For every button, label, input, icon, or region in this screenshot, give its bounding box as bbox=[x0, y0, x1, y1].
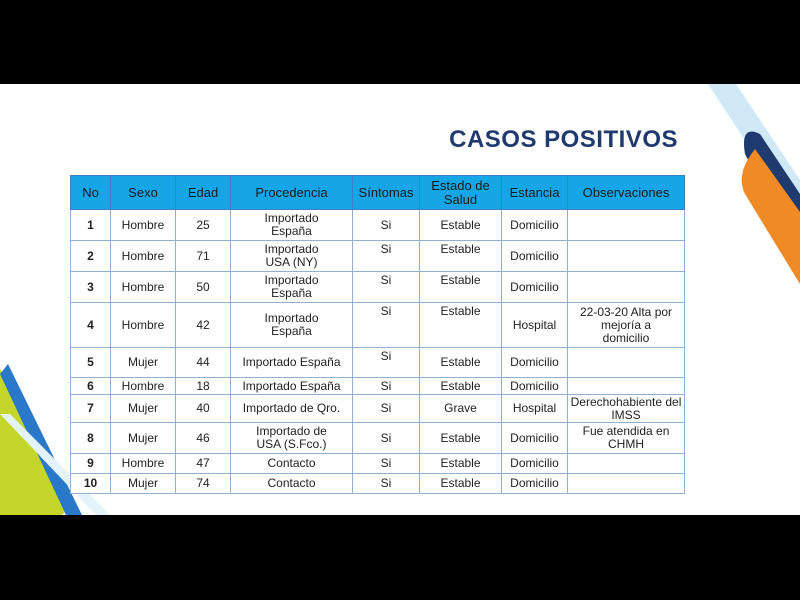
cell-sexo: Mujer bbox=[111, 423, 176, 454]
cell-no: 9 bbox=[71, 454, 111, 474]
header-procedencia: Procedencia bbox=[231, 176, 353, 210]
cell-procedencia: Importado España bbox=[231, 348, 353, 378]
cell-sintomas: Si bbox=[353, 348, 420, 378]
cell-no: 2 bbox=[71, 241, 111, 272]
cell-estancia: Domicilio bbox=[502, 241, 568, 272]
cell-observaciones: 22-03-20 Alta por mejoría a domicilio bbox=[568, 303, 685, 348]
cell-sexo: Mujer bbox=[111, 348, 176, 378]
cell-sexo: Mujer bbox=[111, 395, 176, 423]
cell-edad: 46 bbox=[176, 423, 231, 454]
cell-observaciones bbox=[568, 210, 685, 241]
cell-estancia: Domicilio bbox=[502, 210, 568, 241]
cell-procedencia: Importado de Qro. bbox=[231, 395, 353, 423]
cell-estancia: Domicilio bbox=[502, 454, 568, 474]
cell-procedencia: Importado de USA (S.Fco.) bbox=[231, 423, 353, 454]
cell-procedencia: Contacto bbox=[231, 474, 353, 494]
cell-sintomas: Si bbox=[353, 272, 420, 303]
cell-observaciones bbox=[568, 348, 685, 378]
cell-no: 5 bbox=[71, 348, 111, 378]
table-row bbox=[71, 454, 685, 474]
cell-no: 1 bbox=[71, 210, 111, 241]
cell-observaciones bbox=[568, 241, 685, 272]
cell-estado: Estable bbox=[420, 423, 502, 454]
cases-table bbox=[70, 175, 685, 494]
cell-estancia: Domicilio bbox=[502, 423, 568, 454]
cell-observaciones bbox=[568, 454, 685, 474]
cell-estancia: Hospital bbox=[502, 303, 568, 348]
cell-edad: 47 bbox=[176, 454, 231, 474]
cell-no: 6 bbox=[71, 378, 111, 395]
table-row bbox=[71, 423, 685, 454]
cell-no: 8 bbox=[71, 423, 111, 454]
cell-edad: 18 bbox=[176, 378, 231, 395]
cell-edad: 40 bbox=[176, 395, 231, 423]
cell-estancia: Domicilio bbox=[502, 272, 568, 303]
cell-sintomas: Si bbox=[353, 474, 420, 494]
cell-sexo: Hombre bbox=[111, 454, 176, 474]
table-row bbox=[71, 272, 685, 303]
cell-procedencia: Contacto bbox=[231, 454, 353, 474]
cell-procedencia: Importado España bbox=[231, 210, 353, 241]
table-row bbox=[71, 348, 685, 378]
cell-edad: 42 bbox=[176, 303, 231, 348]
header-edad: Edad bbox=[176, 176, 231, 210]
header-estado-de-salud: Estado de Salud bbox=[420, 176, 502, 210]
cell-estado: Estable bbox=[420, 241, 502, 272]
table-header-row bbox=[71, 176, 685, 210]
cell-observaciones bbox=[568, 272, 685, 303]
table-row bbox=[71, 210, 685, 241]
cell-no: 3 bbox=[71, 272, 111, 303]
cell-sintomas: Si bbox=[353, 378, 420, 395]
cell-estado: Estable bbox=[420, 348, 502, 378]
cell-estancia: Domicilio bbox=[502, 474, 568, 494]
cell-sintomas: Si bbox=[353, 241, 420, 272]
cell-procedencia: Importado España bbox=[231, 303, 353, 348]
cell-procedencia: Importado España bbox=[231, 272, 353, 303]
table-row bbox=[71, 378, 685, 395]
cell-no: 10 bbox=[71, 474, 111, 494]
cell-procedencia: Importado USA (NY) bbox=[231, 241, 353, 272]
table-row bbox=[71, 303, 685, 348]
cell-sexo: Hombre bbox=[111, 210, 176, 241]
cell-sintomas: Si bbox=[353, 395, 420, 423]
cell-no: 4 bbox=[71, 303, 111, 348]
cell-procedencia: Importado España bbox=[231, 378, 353, 395]
cell-estado: Estable bbox=[420, 272, 502, 303]
cell-estado: Estable bbox=[420, 378, 502, 395]
cell-estado: Estable bbox=[420, 454, 502, 474]
cell-observaciones: Derechohabiente del IMSS bbox=[568, 395, 685, 423]
cell-edad: 74 bbox=[176, 474, 231, 494]
cell-observaciones: Fue atendida en CHMH bbox=[568, 423, 685, 454]
cell-estancia: Domicilio bbox=[502, 378, 568, 395]
table-row bbox=[71, 241, 685, 272]
header-observaciones: Observaciones bbox=[568, 176, 685, 210]
cell-sintomas: Si bbox=[353, 210, 420, 241]
cell-sexo: Hombre bbox=[111, 378, 176, 395]
cell-sintomas: Si bbox=[353, 454, 420, 474]
header-estancia: Estancia bbox=[502, 176, 568, 210]
cell-observaciones bbox=[568, 378, 685, 395]
cell-estado: Grave bbox=[420, 395, 502, 423]
cell-sexo: Hombre bbox=[111, 272, 176, 303]
cell-estancia: Domicilio bbox=[502, 348, 568, 378]
header-sexo: Sexo bbox=[111, 176, 176, 210]
cell-observaciones bbox=[568, 474, 685, 494]
cell-edad: 71 bbox=[176, 241, 231, 272]
header-sintomas: Síntomas bbox=[353, 176, 420, 210]
cell-estado: Estable bbox=[420, 303, 502, 348]
cell-edad: 44 bbox=[176, 348, 231, 378]
cell-edad: 50 bbox=[176, 272, 231, 303]
slide-title: CASOS POSITIVOS bbox=[449, 126, 678, 153]
table-row bbox=[71, 395, 685, 423]
cell-estancia: Hospital bbox=[502, 395, 568, 423]
cell-edad: 25 bbox=[176, 210, 231, 241]
cell-sexo: Hombre bbox=[111, 303, 176, 348]
cell-no: 7 bbox=[71, 395, 111, 423]
cell-sintomas: Si bbox=[353, 423, 420, 454]
cell-sexo: Mujer bbox=[111, 474, 176, 494]
cell-estado: Estable bbox=[420, 210, 502, 241]
cell-sintomas: Si bbox=[353, 303, 420, 348]
cell-sexo: Hombre bbox=[111, 241, 176, 272]
cell-estado: Estable bbox=[420, 474, 502, 494]
table-row bbox=[71, 474, 685, 494]
header-no: No bbox=[71, 176, 111, 210]
